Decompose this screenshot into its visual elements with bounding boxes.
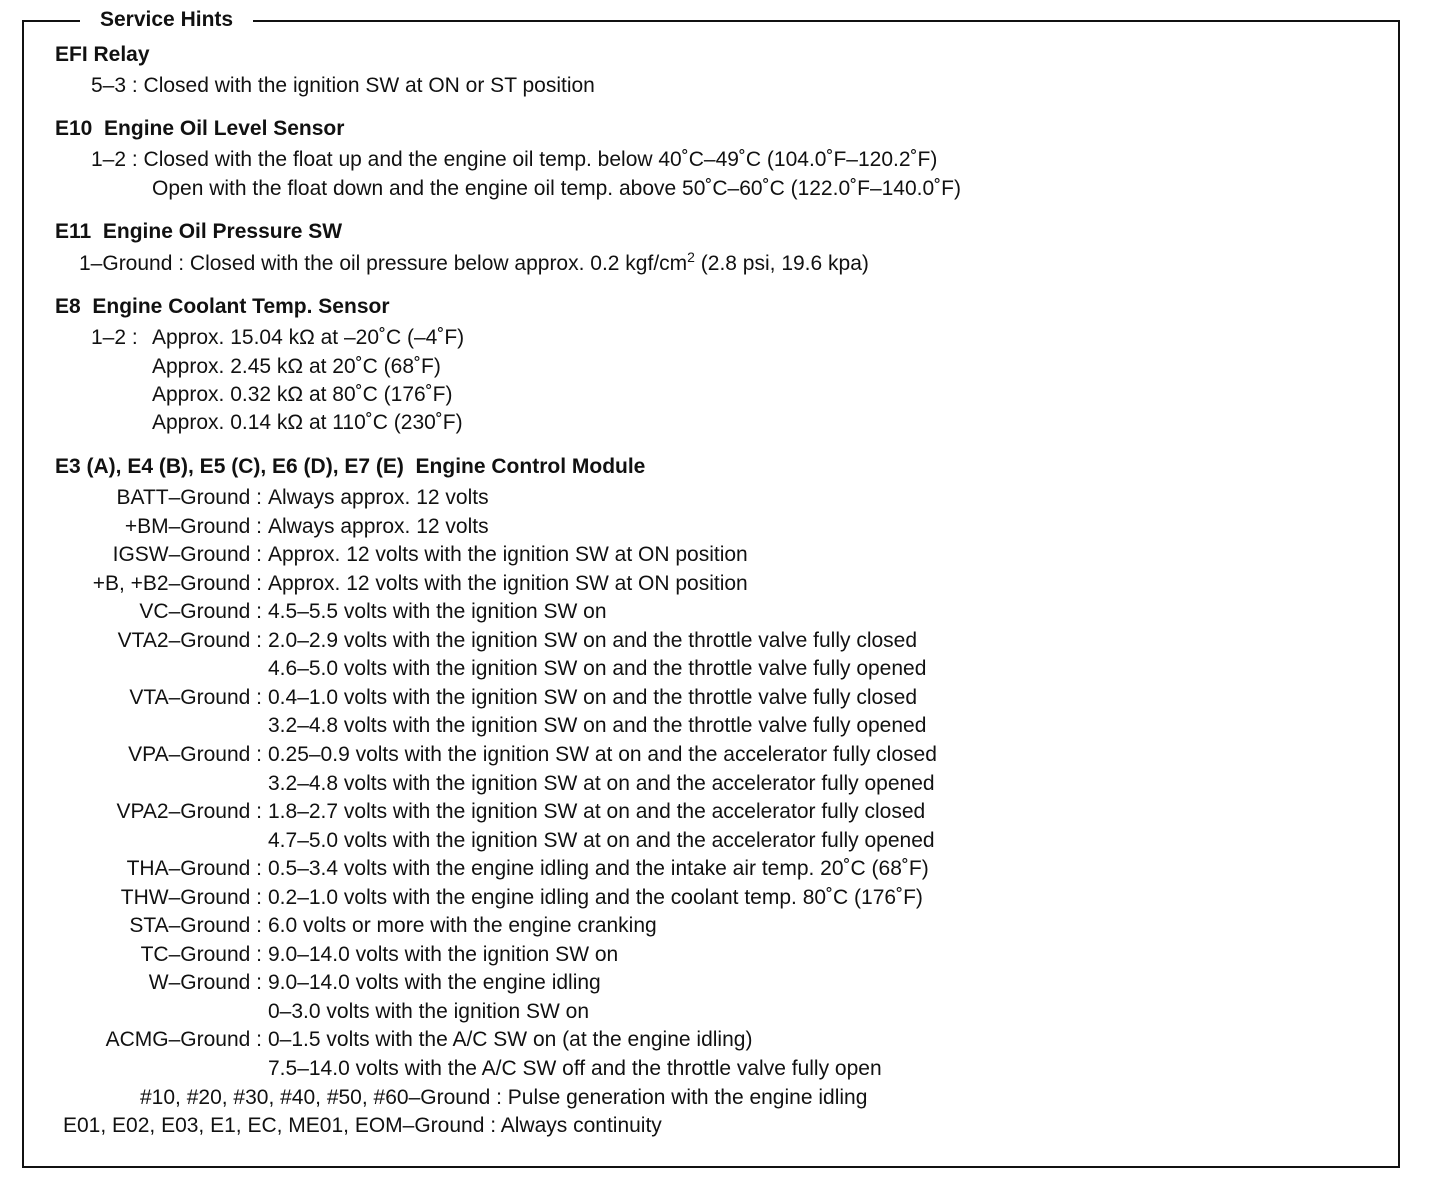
e10-heading: E10 Engine Oil Level Sensor [55, 117, 345, 140]
ecm-terminal-value: 6.0 volts or more with the engine cranking [268, 914, 657, 937]
ecm-terminal-value: 3.2–4.8 volts with the ignition SW at on and the accelerator fully opened [268, 772, 935, 795]
ecm-terminal-label: TC–Ground : [140, 943, 262, 966]
ecm-terminal-label: ACMG–Ground : [105, 1028, 262, 1051]
ecm-terminal-value: Approx. 12 volts with the ignition SW at ON position [268, 543, 748, 566]
ecm-terminal-label: W–Ground : [148, 971, 262, 994]
ecm-terminal-value: 0–3.0 volts with the ignition SW on [268, 1000, 590, 1023]
e10-line-2: Open with the float down and the engine oil temp. above 50˚C–60˚C (122.0˚F–140.0˚F) [152, 177, 961, 200]
ecm-terminal-value: 0.4–1.0 volts with the ignition SW on and the throttle valve fully closed [268, 686, 918, 709]
ecm-pulse-line: #10, #20, #30, #40, #50, #60–Ground : Pulse generation with the engine idling [140, 1086, 868, 1109]
ecm-terminal-value: 0.5–3.4 volts with the engine idling and the intake air temp. 20˚C (68˚F) [268, 857, 929, 880]
ecm-terminal-value: 4.7–5.0 volts with the ignition SW at on and the accelerator fully opened [268, 829, 935, 852]
ecm-terminal-label: THW–Ground : [120, 886, 262, 909]
efi-relay-heading: EFI Relay [55, 43, 150, 66]
efi-relay-line: 5–3 : Closed with the ignition SW at ON or ST position [91, 74, 595, 97]
e11-superscript: 2 [687, 249, 695, 265]
e8-value: Approx. 0.14 kΩ at 110˚C (230˚F) [152, 411, 463, 434]
e8-value: Approx. 15.04 kΩ at –20˚C (–4˚F) [152, 326, 465, 349]
ecm-terminal-label: +B, +B2–Ground : [92, 572, 262, 595]
ecm-terminal-label: VPA–Ground : [128, 743, 262, 766]
e10-line-1: 1–2 : Closed with the float up and the engine oil temp. below 40˚C–49˚C (104.0˚F–120.2˚F) [91, 148, 938, 171]
ecm-terminal-value: Always approx. 12 volts [268, 515, 489, 538]
ecm-terminal-value: 7.5–14.0 volts with the A/C SW off and the throttle valve fully open [268, 1057, 882, 1080]
ecm-terminal-value: 9.0–14.0 volts with the engine idling [268, 971, 601, 994]
e8-value: Approx. 2.45 kΩ at 20˚C (68˚F) [152, 355, 441, 378]
ecm-terminal-label: VTA2–Ground : [117, 629, 262, 652]
ecm-terminal-value: 0.25–0.9 volts with the ignition SW at on and the accelerator fully closed [268, 743, 937, 766]
ecm-terminal-value: 9.0–14.0 volts with the ignition SW on [268, 943, 619, 966]
ecm-terminal-label: VC–Ground : [139, 600, 262, 623]
e11-line [79, 250, 869, 278]
ecm-terminal-label: BATT–Ground : [116, 486, 262, 509]
ecm-terminal-label: VTA–Ground : [129, 686, 262, 709]
e8-value: Approx. 0.32 kΩ at 80˚C (176˚F) [152, 383, 453, 406]
ecm-terminal-value: 2.0–2.9 volts with the ignition SW on and the throttle valve fully closed [268, 629, 918, 652]
ecm-terminal-label: THA–Ground : [126, 857, 262, 880]
e11-heading: E11 Engine Oil Pressure SW [55, 220, 343, 243]
e8-prefix: 1–2 : [91, 326, 144, 349]
ecm-terminal-label: STA–Ground : [129, 914, 262, 937]
ecm-terminal-value: 1.8–2.7 volts with the ignition SW at on and the accelerator fully closed [268, 800, 926, 823]
e8-heading: E8 Engine Coolant Temp. Sensor [55, 295, 390, 318]
ecm-terminal-label: VPA2–Ground : [116, 800, 262, 823]
ecm-terminal-label: IGSW–Ground : [112, 543, 262, 566]
e11-line-tail: (2.8 psi, 19.6 kpa) [694, 252, 869, 275]
service-hints-title: Service Hints [80, 6, 253, 34]
ecm-terminal-value: 0.2–1.0 volts with the engine idling and the coolant temp. 80˚C (176˚F) [268, 886, 923, 909]
ecm-terminal-value: 4.5–5.5 volts with the ignition SW on [268, 600, 607, 623]
ecm-continuity-line: E01, E02, E03, E1, EC, ME01, EOM–Ground : Always continuity [63, 1114, 662, 1137]
ecm-terminal-value: 0–1.5 volts with the A/C SW on (at the engine idling) [268, 1028, 753, 1051]
e11-line-text: 1–Ground : Closed with the oil pressure below approx. 0.2 kgf/cm [79, 252, 688, 275]
ecm-terminal-label: +BM–Ground : [124, 515, 262, 538]
ecm-heading: E3 (A), E4 (B), E5 (C), E6 (D), E7 (E) Engine Control Module [55, 455, 646, 478]
ecm-terminal-value: 4.6–5.0 volts with the ignition SW on and the throttle valve fully opened [268, 657, 927, 680]
ecm-terminal-value: 3.2–4.8 volts with the ignition SW on and the throttle valve fully opened [268, 714, 927, 737]
ecm-terminal-value: Approx. 12 volts with the ignition SW at ON position [268, 572, 748, 595]
ecm-terminal-value: Always approx. 12 volts [268, 486, 489, 509]
